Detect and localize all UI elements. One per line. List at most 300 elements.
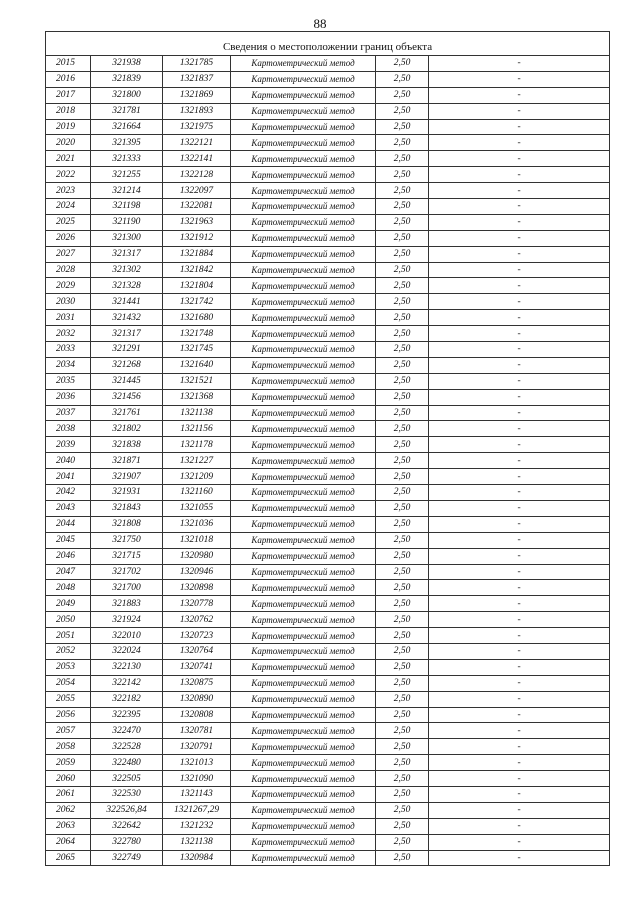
point-number-cell: 2051	[46, 628, 91, 644]
y-coordinate-cell: 1322097	[163, 183, 231, 199]
description-cell: -	[429, 469, 610, 485]
accuracy-cell: 2,50	[376, 199, 429, 215]
table-row	[46, 755, 610, 771]
point-number-cell: 2056	[46, 707, 91, 723]
method-cell: Картометрический метод	[231, 628, 376, 644]
accuracy-cell: 2,50	[376, 564, 429, 580]
table-row	[46, 786, 610, 802]
description-cell: -	[429, 373, 610, 389]
point-number-cell: 2034	[46, 357, 91, 373]
accuracy-cell: 2,50	[376, 262, 429, 278]
x-coordinate-cell: 321432	[91, 310, 163, 326]
table-row	[46, 135, 610, 151]
table-caption-row	[46, 39, 610, 56]
accuracy-cell: 2,50	[376, 135, 429, 151]
y-coordinate-cell: 1320984	[163, 850, 231, 866]
y-coordinate-cell: 1321893	[163, 103, 231, 119]
table-row	[46, 628, 610, 644]
point-number-cell: 2031	[46, 310, 91, 326]
point-number-cell: 2043	[46, 500, 91, 516]
point-number-cell: 2022	[46, 167, 91, 183]
description-cell: -	[429, 643, 610, 659]
x-coordinate-cell: 321808	[91, 516, 163, 532]
x-coordinate-cell: 321761	[91, 405, 163, 421]
method-cell: Картометрический метод	[231, 167, 376, 183]
accuracy-cell: 2,50	[376, 310, 429, 326]
y-coordinate-cell: 1321232	[163, 818, 231, 834]
point-number-cell: 2044	[46, 516, 91, 532]
accuracy-cell: 2,50	[376, 802, 429, 818]
accuracy-cell: 2,50	[376, 612, 429, 628]
accuracy-cell: 2,50	[376, 230, 429, 246]
point-number-cell: 2037	[46, 405, 91, 421]
method-cell: Картометрический метод	[231, 389, 376, 405]
method-cell: Картометрический метод	[231, 485, 376, 501]
table-row	[46, 357, 610, 373]
accuracy-cell: 2,50	[376, 596, 429, 612]
accuracy-cell: 2,50	[376, 755, 429, 771]
description-cell: -	[429, 342, 610, 358]
point-number-cell: 2036	[46, 389, 91, 405]
table-row	[46, 659, 610, 675]
table-row	[46, 389, 610, 405]
y-coordinate-cell: 1320723	[163, 628, 231, 644]
table-title: Сведения о местоположении границ объекта	[46, 39, 610, 56]
x-coordinate-cell: 322142	[91, 675, 163, 691]
x-coordinate-cell: 321781	[91, 103, 163, 119]
x-coordinate-cell: 321441	[91, 294, 163, 310]
point-number-cell: 2035	[46, 373, 91, 389]
y-coordinate-cell: 1321869	[163, 87, 231, 103]
y-coordinate-cell: 1321837	[163, 71, 231, 87]
method-cell: Картометрический метод	[231, 659, 376, 675]
accuracy-cell: 2,50	[376, 485, 429, 501]
x-coordinate-cell: 321255	[91, 167, 163, 183]
x-coordinate-cell: 322528	[91, 739, 163, 755]
y-coordinate-cell: 1322128	[163, 167, 231, 183]
description-cell: -	[429, 580, 610, 596]
table-row	[46, 532, 610, 548]
description-cell: -	[429, 755, 610, 771]
accuracy-cell: 2,50	[376, 278, 429, 294]
description-cell: -	[429, 405, 610, 421]
description-cell: -	[429, 437, 610, 453]
point-number-cell: 2030	[46, 294, 91, 310]
description-cell: -	[429, 675, 610, 691]
y-coordinate-cell: 1320946	[163, 564, 231, 580]
x-coordinate-cell: 321931	[91, 485, 163, 501]
x-coordinate-cell: 322526,84	[91, 802, 163, 818]
table-row	[46, 326, 610, 342]
point-number-cell: 2023	[46, 183, 91, 199]
x-coordinate-cell: 321702	[91, 564, 163, 580]
point-number-cell: 2048	[46, 580, 91, 596]
accuracy-cell: 2,50	[376, 342, 429, 358]
table-row	[46, 71, 610, 87]
x-coordinate-cell: 322470	[91, 723, 163, 739]
point-number-cell: 2018	[46, 103, 91, 119]
accuracy-cell: 2,50	[376, 389, 429, 405]
accuracy-cell: 2,50	[376, 56, 429, 72]
x-coordinate-cell: 321802	[91, 421, 163, 437]
x-coordinate-cell: 322780	[91, 834, 163, 850]
method-cell: Картометрический метод	[231, 596, 376, 612]
x-coordinate-cell: 321328	[91, 278, 163, 294]
x-coordinate-cell: 321333	[91, 151, 163, 167]
y-coordinate-cell: 1321975	[163, 119, 231, 135]
method-cell: Картометрический метод	[231, 71, 376, 87]
point-number-cell: 2029	[46, 278, 91, 294]
point-number-cell: 2020	[46, 135, 91, 151]
x-coordinate-cell: 321750	[91, 532, 163, 548]
point-number-cell: 2060	[46, 771, 91, 787]
x-coordinate-cell: 321302	[91, 262, 163, 278]
y-coordinate-cell: 1322121	[163, 135, 231, 151]
y-coordinate-cell: 1320875	[163, 675, 231, 691]
accuracy-cell: 2,50	[376, 691, 429, 707]
point-number-cell: 2015	[46, 56, 91, 72]
method-cell: Картометрический метод	[231, 612, 376, 628]
point-number-cell: 2017	[46, 87, 91, 103]
method-cell: Картометрический метод	[231, 326, 376, 342]
accuracy-cell: 2,50	[376, 723, 429, 739]
accuracy-cell: 2,50	[376, 548, 429, 564]
description-cell: -	[429, 56, 610, 72]
y-coordinate-cell: 1320778	[163, 596, 231, 612]
accuracy-cell: 2,50	[376, 357, 429, 373]
accuracy-cell: 2,50	[376, 628, 429, 644]
y-coordinate-cell: 1321267,29	[163, 802, 231, 818]
y-coordinate-cell: 1321884	[163, 246, 231, 262]
accuracy-cell: 2,50	[376, 786, 429, 802]
accuracy-cell: 2,50	[376, 103, 429, 119]
table-row	[46, 707, 610, 723]
accuracy-cell: 2,50	[376, 516, 429, 532]
point-number-cell: 2024	[46, 199, 91, 215]
table-row	[46, 103, 610, 119]
point-number-cell: 2049	[46, 596, 91, 612]
description-cell: -	[429, 707, 610, 723]
table-row	[46, 214, 610, 230]
description-cell: -	[429, 71, 610, 87]
description-cell: -	[429, 453, 610, 469]
table-row	[46, 262, 610, 278]
accuracy-cell: 2,50	[376, 469, 429, 485]
method-cell: Картометрический метод	[231, 675, 376, 691]
x-coordinate-cell: 321924	[91, 612, 163, 628]
table-row	[46, 151, 610, 167]
table-row	[46, 453, 610, 469]
y-coordinate-cell: 1321963	[163, 214, 231, 230]
method-cell: Картометрический метод	[231, 532, 376, 548]
table-row	[46, 818, 610, 834]
x-coordinate-cell: 322130	[91, 659, 163, 675]
boundary-coordinates-table	[45, 31, 610, 866]
accuracy-cell: 2,50	[376, 326, 429, 342]
table-row	[46, 596, 610, 612]
point-number-cell: 2025	[46, 214, 91, 230]
accuracy-cell: 2,50	[376, 643, 429, 659]
y-coordinate-cell: 1321640	[163, 357, 231, 373]
description-cell: -	[429, 818, 610, 834]
table-row	[46, 119, 610, 135]
accuracy-cell: 2,50	[376, 707, 429, 723]
method-cell: Картометрический метод	[231, 310, 376, 326]
description-cell: -	[429, 214, 610, 230]
description-cell: -	[429, 199, 610, 215]
y-coordinate-cell: 1321036	[163, 516, 231, 532]
point-number-cell: 2050	[46, 612, 91, 628]
method-cell: Картометрический метод	[231, 342, 376, 358]
accuracy-cell: 2,50	[376, 739, 429, 755]
accuracy-cell: 2,50	[376, 246, 429, 262]
description-cell: -	[429, 802, 610, 818]
table-caption-spacer	[46, 32, 610, 40]
y-coordinate-cell: 1321138	[163, 405, 231, 421]
method-cell: Картометрический метод	[231, 421, 376, 437]
method-cell: Картометрический метод	[231, 739, 376, 755]
table-row	[46, 691, 610, 707]
y-coordinate-cell: 1321090	[163, 771, 231, 787]
table-row	[46, 167, 610, 183]
point-number-cell: 2058	[46, 739, 91, 755]
method-cell: Картометрический метод	[231, 437, 376, 453]
y-coordinate-cell: 1321055	[163, 500, 231, 516]
method-cell: Картометрический метод	[231, 214, 376, 230]
method-cell: Картометрический метод	[231, 564, 376, 580]
description-cell: -	[429, 786, 610, 802]
y-coordinate-cell: 1320762	[163, 612, 231, 628]
point-number-cell: 2055	[46, 691, 91, 707]
x-coordinate-cell: 321871	[91, 453, 163, 469]
description-cell: -	[429, 151, 610, 167]
method-cell: Картометрический метод	[231, 199, 376, 215]
method-cell: Картометрический метод	[231, 453, 376, 469]
table-row	[46, 405, 610, 421]
x-coordinate-cell: 321456	[91, 389, 163, 405]
method-cell: Картометрический метод	[231, 405, 376, 421]
y-coordinate-cell: 1321748	[163, 326, 231, 342]
y-coordinate-cell: 1321227	[163, 453, 231, 469]
y-coordinate-cell: 1321178	[163, 437, 231, 453]
method-cell: Картометрический метод	[231, 707, 376, 723]
table-row	[46, 564, 610, 580]
point-number-cell: 2047	[46, 564, 91, 580]
y-coordinate-cell: 1320791	[163, 739, 231, 755]
accuracy-cell: 2,50	[376, 437, 429, 453]
point-number-cell: 2038	[46, 421, 91, 437]
description-cell: -	[429, 103, 610, 119]
point-number-cell: 2054	[46, 675, 91, 691]
accuracy-cell: 2,50	[376, 580, 429, 596]
description-cell: -	[429, 294, 610, 310]
x-coordinate-cell: 321395	[91, 135, 163, 151]
x-coordinate-cell: 321715	[91, 548, 163, 564]
accuracy-cell: 2,50	[376, 183, 429, 199]
method-cell: Картометрический метод	[231, 183, 376, 199]
accuracy-cell: 2,50	[376, 500, 429, 516]
table-row	[46, 342, 610, 358]
x-coordinate-cell: 322182	[91, 691, 163, 707]
description-cell: -	[429, 500, 610, 516]
description-cell: -	[429, 834, 610, 850]
table-row	[46, 580, 610, 596]
x-coordinate-cell: 321800	[91, 87, 163, 103]
y-coordinate-cell: 1321804	[163, 278, 231, 294]
accuracy-cell: 2,50	[376, 850, 429, 866]
table-row	[46, 230, 610, 246]
description-cell: -	[429, 230, 610, 246]
accuracy-cell: 2,50	[376, 771, 429, 787]
point-number-cell: 2063	[46, 818, 91, 834]
table-row	[46, 675, 610, 691]
description-cell: -	[429, 691, 610, 707]
x-coordinate-cell: 321938	[91, 56, 163, 72]
y-coordinate-cell: 1321138	[163, 834, 231, 850]
y-coordinate-cell: 1320808	[163, 707, 231, 723]
table-row	[46, 199, 610, 215]
point-number-cell: 2027	[46, 246, 91, 262]
table-row	[46, 739, 610, 755]
method-cell: Картометрический метод	[231, 56, 376, 72]
table-row	[46, 834, 610, 850]
boundary-table-container	[45, 31, 609, 866]
table-row	[46, 373, 610, 389]
table-body	[46, 56, 610, 866]
point-number-cell: 2065	[46, 850, 91, 866]
y-coordinate-cell: 1321160	[163, 485, 231, 501]
method-cell: Картометрический метод	[231, 151, 376, 167]
accuracy-cell: 2,50	[376, 405, 429, 421]
method-cell: Картометрический метод	[231, 771, 376, 787]
accuracy-cell: 2,50	[376, 675, 429, 691]
y-coordinate-cell: 1320980	[163, 548, 231, 564]
y-coordinate-cell: 1322081	[163, 199, 231, 215]
method-cell: Картометрический метод	[231, 246, 376, 262]
accuracy-cell: 2,50	[376, 214, 429, 230]
method-cell: Картометрический метод	[231, 357, 376, 373]
y-coordinate-cell: 1321156	[163, 421, 231, 437]
accuracy-cell: 2,50	[376, 71, 429, 87]
y-coordinate-cell: 1320890	[163, 691, 231, 707]
x-coordinate-cell: 322395	[91, 707, 163, 723]
description-cell: -	[429, 739, 610, 755]
method-cell: Картометрический метод	[231, 723, 376, 739]
x-coordinate-cell: 322530	[91, 786, 163, 802]
table-row	[46, 850, 610, 866]
description-cell: -	[429, 659, 610, 675]
method-cell: Картометрический метод	[231, 755, 376, 771]
accuracy-cell: 2,50	[376, 659, 429, 675]
y-coordinate-cell: 1321143	[163, 786, 231, 802]
method-cell: Картометрический метод	[231, 119, 376, 135]
accuracy-cell: 2,50	[376, 818, 429, 834]
x-coordinate-cell: 321214	[91, 183, 163, 199]
description-cell: -	[429, 278, 610, 294]
x-coordinate-cell: 321317	[91, 326, 163, 342]
x-coordinate-cell: 322505	[91, 771, 163, 787]
accuracy-cell: 2,50	[376, 373, 429, 389]
point-number-cell: 2045	[46, 532, 91, 548]
table-row	[46, 469, 610, 485]
description-cell: -	[429, 628, 610, 644]
y-coordinate-cell: 1321742	[163, 294, 231, 310]
table-row	[46, 485, 610, 501]
x-coordinate-cell: 321190	[91, 214, 163, 230]
description-cell: -	[429, 485, 610, 501]
point-number-cell: 2042	[46, 485, 91, 501]
description-cell: -	[429, 135, 610, 151]
method-cell: Картометрический метод	[231, 500, 376, 516]
method-cell: Картометрический метод	[231, 548, 376, 564]
method-cell: Картометрический метод	[231, 230, 376, 246]
method-cell: Картометрический метод	[231, 850, 376, 866]
point-number-cell: 2032	[46, 326, 91, 342]
point-number-cell: 2062	[46, 802, 91, 818]
table-row	[46, 87, 610, 103]
point-number-cell: 2019	[46, 119, 91, 135]
method-cell: Картометрический метод	[231, 87, 376, 103]
method-cell: Картометрический метод	[231, 135, 376, 151]
table-row	[46, 802, 610, 818]
table-row	[46, 548, 610, 564]
y-coordinate-cell: 1321209	[163, 469, 231, 485]
table-row	[46, 246, 610, 262]
y-coordinate-cell: 1321521	[163, 373, 231, 389]
description-cell: -	[429, 183, 610, 199]
accuracy-cell: 2,50	[376, 151, 429, 167]
y-coordinate-cell: 1321368	[163, 389, 231, 405]
accuracy-cell: 2,50	[376, 87, 429, 103]
x-coordinate-cell: 321445	[91, 373, 163, 389]
description-cell: -	[429, 246, 610, 262]
method-cell: Картометрический метод	[231, 834, 376, 850]
point-number-cell: 2033	[46, 342, 91, 358]
method-cell: Картометрический метод	[231, 818, 376, 834]
description-cell: -	[429, 596, 610, 612]
x-coordinate-cell: 321268	[91, 357, 163, 373]
point-number-cell: 2028	[46, 262, 91, 278]
method-cell: Картометрический метод	[231, 278, 376, 294]
x-coordinate-cell: 322010	[91, 628, 163, 644]
method-cell: Картометрический метод	[231, 262, 376, 278]
accuracy-cell: 2,50	[376, 532, 429, 548]
description-cell: -	[429, 516, 610, 532]
point-number-cell: 2039	[46, 437, 91, 453]
y-coordinate-cell: 1321013	[163, 755, 231, 771]
table-row	[46, 771, 610, 787]
method-cell: Картометрический метод	[231, 294, 376, 310]
y-coordinate-cell: 1321018	[163, 532, 231, 548]
y-coordinate-cell: 1321745	[163, 342, 231, 358]
description-cell: -	[429, 326, 610, 342]
method-cell: Картометрический метод	[231, 786, 376, 802]
x-coordinate-cell: 322642	[91, 818, 163, 834]
x-coordinate-cell: 321907	[91, 469, 163, 485]
description-cell: -	[429, 548, 610, 564]
table-row	[46, 183, 610, 199]
point-number-cell: 2021	[46, 151, 91, 167]
table-row	[46, 294, 610, 310]
method-cell: Картометрический метод	[231, 373, 376, 389]
point-number-cell: 2046	[46, 548, 91, 564]
y-coordinate-cell: 1321842	[163, 262, 231, 278]
description-cell: -	[429, 357, 610, 373]
y-coordinate-cell: 1320741	[163, 659, 231, 675]
description-cell: -	[429, 389, 610, 405]
table-row	[46, 421, 610, 437]
point-number-cell: 2041	[46, 469, 91, 485]
